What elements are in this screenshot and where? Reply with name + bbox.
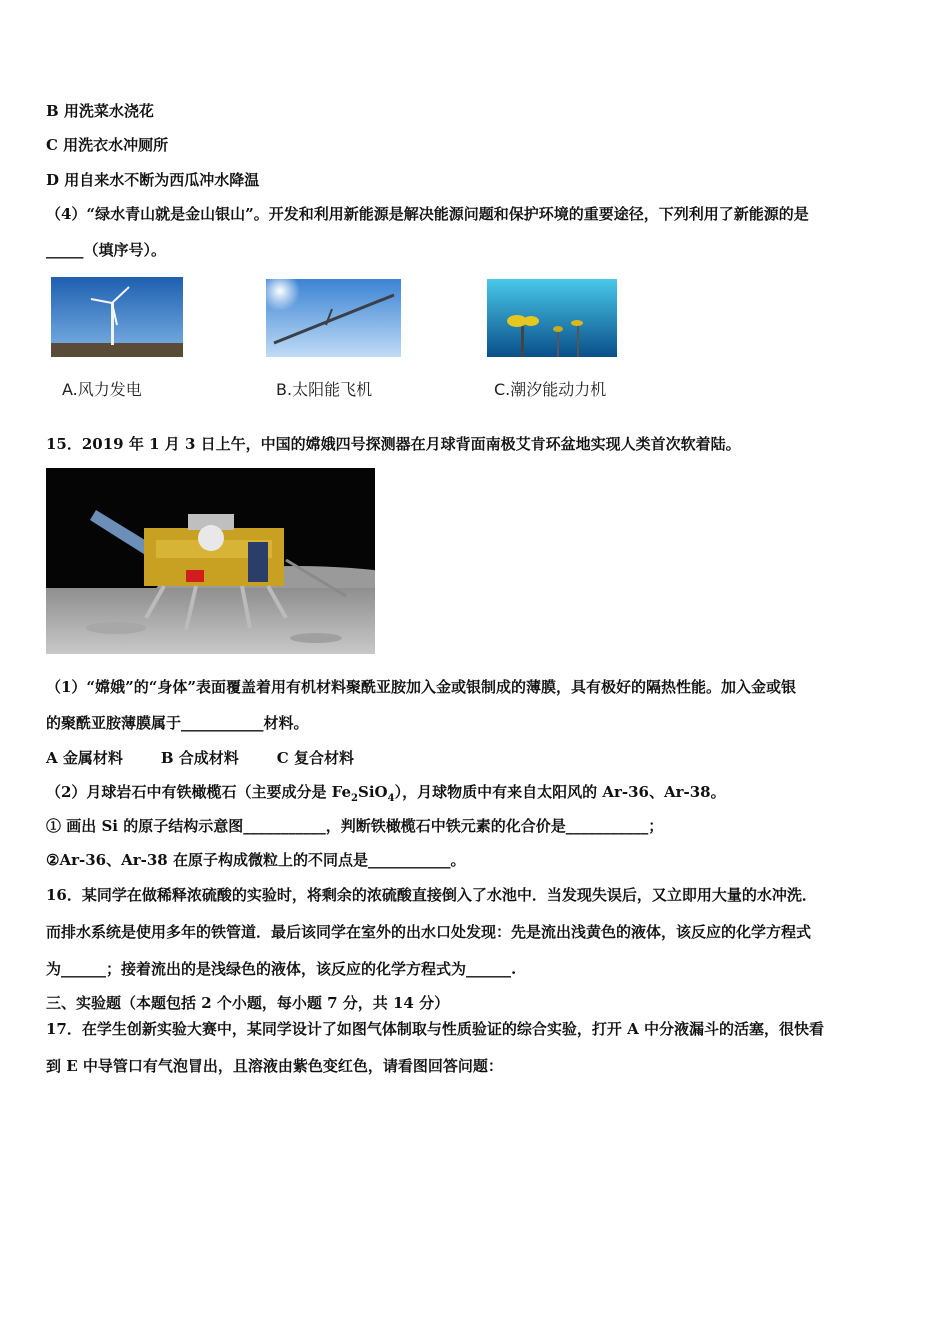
- wind-power-image: [51, 277, 183, 357]
- subscript-4: 4: [387, 793, 395, 804]
- option-d: D 用自来水不断为西瓜冲水降温: [46, 171, 260, 189]
- caption-tidal-power: C.潮汐能动力机: [494, 380, 607, 399]
- option-metal-material: A 金属材料: [46, 749, 123, 767]
- caption-wind-power: A.风力发电: [62, 380, 142, 399]
- option-composite-material: C 复合材料: [276, 749, 354, 767]
- question-15-2-part1: ① 画出 Si 的原子结构示意图___________，判断铁橄榄石中铁元素的化合价是___________；: [46, 817, 664, 835]
- tidal-power-image: [487, 279, 617, 357]
- option-synthetic-material: B 合成材料: [160, 749, 239, 767]
- question-4-line2: _____（填序号）。: [46, 241, 167, 259]
- question-15-2-text-a: （2）月球岩石中有铁橄榄石（主要成分是 Fe: [46, 783, 352, 801]
- option-c: C 用洗衣水冲厕所: [46, 136, 169, 154]
- question-15-2-part2: ②Ar-36、Ar-38 在原子构成微粒上的不同点是___________。: [46, 851, 466, 869]
- solar-plane-image: [266, 279, 401, 357]
- question-16-line2: 而排水系统是使用多年的铁管道．最后该同学在室外的出水口处发现：先是流出浅黄色的液体，该反应的化学方程式: [46, 923, 812, 941]
- question-15-2: [46, 782, 726, 809]
- question-4-line1: （4）“绿水青山就是金山银山”。开发和利用新能源是解决能源问题和保护环境的重要途径，下列利用了新能源的是: [46, 205, 809, 223]
- question-17-line1: 17．在学生创新实验大赛中，某同学设计了如图气体制取与性质验证的综合实验，打开 A 中分液漏斗的活塞，很快看: [46, 1020, 824, 1038]
- question-15: 15．2019 年 1 月 3 日上午，中国的嫦娥四号探测器在月球背面南极艾肯环盆地实现人类首次软着陆。: [46, 435, 741, 453]
- section-3-heading: 三、实验题（本题包括 2 个小题，每小题 7 分，共 14 分）: [46, 994, 450, 1012]
- question-17-line2: 到 E 中导管口有气泡冒出，且溶液由紫色变红色，请看图回答问题：: [46, 1057, 503, 1075]
- question-15-1-line1: （1）“嫦娥”的“身体”表面覆盖着用有机材料聚酰亚胺加入金或银制成的薄膜，具有极好的隔热性能。加入金或银: [46, 678, 796, 696]
- question-15-2-text-b: SiO: [358, 783, 388, 801]
- question-15-1-options: [46, 748, 392, 768]
- question-16-line3: 为______；接着流出的是浅绿色的液体，该反应的化学方程式为______.: [46, 960, 517, 978]
- question-15-1-line2: 的聚酰亚胺薄膜属于___________材料。: [46, 714, 309, 732]
- option-b: B 用洗菜水浇花: [46, 102, 154, 120]
- question-16-line1: 16．某同学在做稀释浓硫酸的实验时，将剩余的浓硫酸直接倒入了水池中．当发现失误后，又立即用大量的水冲洗．: [46, 886, 817, 904]
- subscript-2: 2: [351, 793, 359, 804]
- question-15-2-text-c: ），月球物质中有来自太阳风的 Ar-36、Ar-38。: [394, 783, 726, 801]
- caption-solar-plane: B.太阳能飞机: [276, 380, 373, 399]
- lunar-lander-image: [46, 468, 375, 654]
